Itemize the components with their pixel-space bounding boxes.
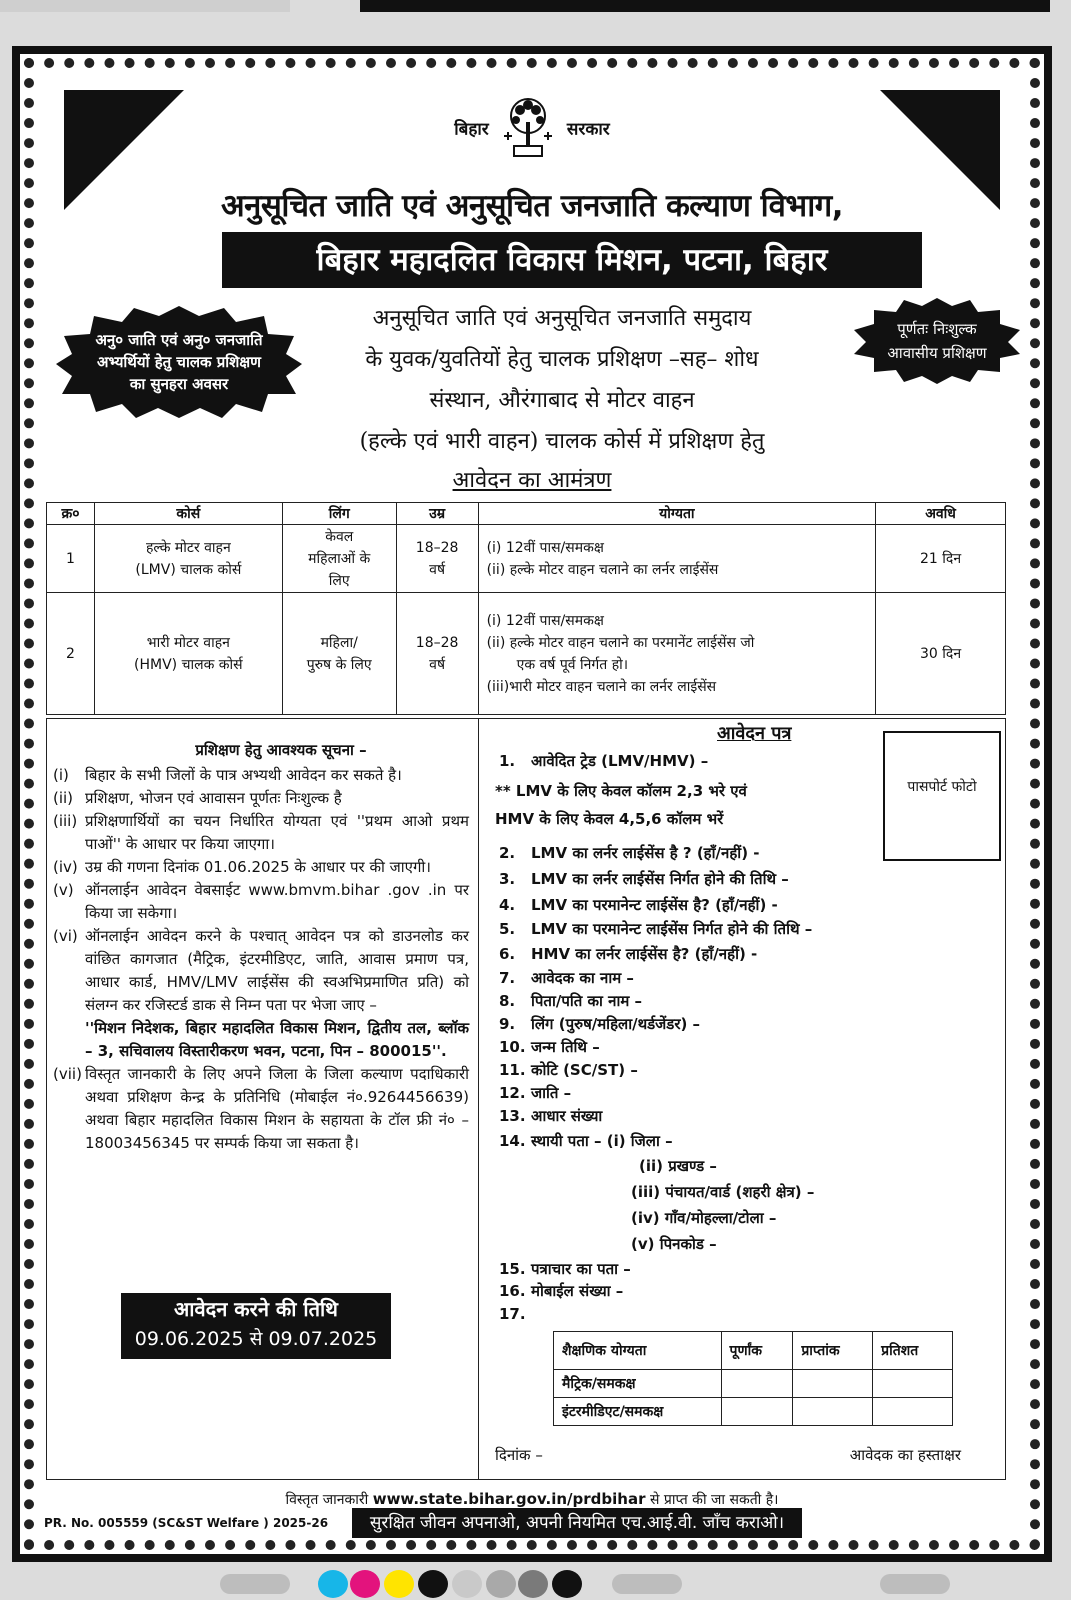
mission-title: बिहार महादलित विकास मिशन, पटना, बिहार bbox=[222, 232, 922, 288]
headline-line-2: के युवक/युवतियों हेतु चालक प्रशिक्षण –सह– शोध bbox=[365, 347, 759, 372]
info-point-text: विस्तृत जानकारी के लिए अपने जिला के जिला कल्याण पदाधिकारी अथवा प्रशिक्षण केन्द्र के प्रतिनिधि (मोबाईल नं०.9264456639) अथवा बिहार महादलित विकास मिशन के सहायता के टॉल फ्री नं० – 18003456345 पर सम्पर्क किया जा सकता है। bbox=[85, 1065, 469, 1152]
form-field-lmv-learner-date[interactable] bbox=[499, 869, 789, 889]
info-point bbox=[53, 1063, 469, 1155]
marks-header-full-marks: पूर्णांक bbox=[721, 1332, 793, 1370]
field-label: आवेदित ट्रेड (LMV/HMV) – bbox=[531, 752, 709, 770]
badge-right-line-2: आवासीय प्रशिक्षण bbox=[887, 344, 987, 362]
marks-cell[interactable] bbox=[873, 1370, 953, 1398]
form-field-applicant-name[interactable] bbox=[499, 968, 634, 988]
form-field-lmv-permanent[interactable] bbox=[499, 895, 778, 915]
marks-cell[interactable] bbox=[721, 1370, 793, 1398]
field-number: 11. bbox=[499, 1061, 526, 1079]
row-eligibility bbox=[478, 593, 876, 715]
marks-header-qualification: शैक्षणिक योग्यता bbox=[554, 1332, 722, 1370]
field-label: मोबाईल संख्या – bbox=[531, 1282, 624, 1300]
info-point bbox=[53, 787, 469, 810]
field-number: 6. bbox=[499, 945, 516, 963]
row-course bbox=[94, 593, 282, 715]
marks-header-obtained: प्राप्तांक bbox=[793, 1332, 873, 1370]
field-label: आधार संख्या bbox=[531, 1107, 603, 1125]
free-training-badge bbox=[852, 296, 1022, 386]
form-field-dob[interactable] bbox=[499, 1037, 600, 1057]
info-point-number: (iii) bbox=[53, 812, 78, 830]
info-point-text: प्रशिक्षण, भोजन एवं आवासन पूर्णतः निःशुल्क है bbox=[85, 789, 342, 807]
form-field-mobile[interactable] bbox=[499, 1281, 623, 1301]
field-number: 8. bbox=[499, 992, 516, 1010]
row-course bbox=[94, 525, 282, 593]
gender-line: महिलाओं के bbox=[308, 550, 371, 567]
info-point-number: (i) bbox=[53, 766, 69, 784]
info-point bbox=[53, 764, 469, 787]
field-label: LMV का परमानेन्ट लाईसेंस निर्गत होने की तिथि – bbox=[531, 920, 813, 938]
header-serial: क्र० bbox=[47, 503, 95, 525]
footer-info-prefix: विस्तृत जानकारी bbox=[285, 1492, 369, 1508]
badge-left-line-2: अभ्यर्थियों हेतु चालक प्रशिक्षण bbox=[97, 353, 261, 371]
course-line: (LMV) चालक कोर्स bbox=[135, 561, 242, 578]
mailing-address: ''मिशन निदेशक, बिहार महादलित विकास मिशन, द्वितीय तल, ब्लॉक – 3, सचिवालय विस्तारीकरण भवन, पटना, पिन – 800015''. bbox=[85, 1019, 469, 1060]
field-label: LMV का परमानेन्ट लाईसेंस है? (हाँ/नहीं) - bbox=[531, 896, 778, 914]
applicant-signature-field[interactable]: आवेदक का हस्ताक्षर bbox=[849, 1446, 961, 1464]
info-point-number: (vii) bbox=[53, 1065, 82, 1083]
bodhi-tree-icon bbox=[500, 96, 556, 160]
marks-row-label: मैट्रिक/समकक्ष bbox=[554, 1370, 722, 1398]
form-field-category[interactable] bbox=[499, 1060, 638, 1080]
marks-header-percent: प्रतिशत bbox=[873, 1332, 953, 1370]
header-age: उम्र bbox=[396, 503, 478, 525]
field-number: 9. bbox=[499, 1015, 516, 1033]
field-number: 3. bbox=[499, 870, 516, 888]
education-marks-table bbox=[553, 1331, 953, 1426]
form-field-hmv-learner[interactable] bbox=[499, 944, 757, 964]
headline-line-1: अनुसूचित जाति एवं अनुसूचित जनजाति समुदाय bbox=[372, 306, 752, 331]
address-block-field[interactable]: (ii) प्रखण्ड – bbox=[639, 1157, 717, 1175]
course-table-header bbox=[47, 503, 1006, 525]
table-row bbox=[47, 593, 1006, 715]
eligibility-line: (i) 12वीं पास/समकक्ष bbox=[486, 612, 604, 629]
course-line: (HMV) चालक कोर्स bbox=[134, 656, 243, 673]
age-line: 18–28 bbox=[415, 634, 459, 651]
form-field-gender[interactable] bbox=[499, 1014, 700, 1034]
footer-info-url[interactable]: www.state.bihar.gov.in/prdbihar bbox=[372, 1490, 646, 1508]
field-label: स्थायी पता – (i) जिला – bbox=[531, 1132, 673, 1150]
field-label: पत्राचार का पता – bbox=[531, 1260, 631, 1278]
row-gender bbox=[282, 525, 396, 593]
registration-mark bbox=[880, 1574, 950, 1594]
yellow-swatch bbox=[384, 1570, 414, 1598]
opportunity-badge bbox=[54, 304, 304, 420]
footer-info bbox=[42, 1490, 1022, 1509]
info-point-text: उम्र की गणना दिनांक 01.06.2025 के आधार पर की जाएगी। bbox=[85, 858, 431, 876]
registration-mark bbox=[220, 1574, 290, 1594]
gender-line: लिए bbox=[328, 572, 350, 589]
form-field-permanent-address[interactable] bbox=[499, 1131, 673, 1151]
table-row bbox=[47, 525, 1006, 593]
grey-swatch-1 bbox=[452, 1570, 482, 1598]
passport-photo-label: पासपोर्ट फोटो bbox=[907, 779, 977, 795]
row-age bbox=[396, 593, 478, 715]
field-number: 14. bbox=[499, 1132, 526, 1150]
form-title: आवेदन पत्र bbox=[717, 723, 792, 744]
header-gender: लिंग bbox=[282, 503, 396, 525]
field-label: जन्म तिथि – bbox=[531, 1038, 600, 1056]
cyan-swatch bbox=[318, 1570, 348, 1598]
address-village-field[interactable]: (iv) गाँव/मोहल्ला/टोला – bbox=[631, 1209, 777, 1227]
header-duration: अवधि bbox=[876, 503, 1006, 525]
row-serial: 1 bbox=[47, 525, 95, 593]
table-row bbox=[554, 1398, 953, 1426]
marks-cell[interactable] bbox=[793, 1398, 873, 1426]
info-point bbox=[53, 925, 469, 1017]
eligibility-line: (i) 12वीं पास/समकक्ष bbox=[486, 539, 604, 556]
gender-line: महिला/ bbox=[320, 634, 358, 651]
application-dates-range: 09.06.2025 से 09.07.2025 bbox=[134, 1328, 378, 1350]
field-number: 12. bbox=[499, 1084, 526, 1102]
gender-line: पुरुष के लिए bbox=[306, 656, 372, 673]
emblem-left-word: बिहार bbox=[454, 119, 489, 140]
field-number: 5. bbox=[499, 920, 516, 938]
form-field-aadhaar[interactable] bbox=[499, 1106, 602, 1126]
course-line: हल्के मोटर वाहन bbox=[145, 539, 231, 556]
registration-mark bbox=[612, 1574, 682, 1594]
row-duration: 30 दिन bbox=[876, 593, 1006, 715]
info-point bbox=[53, 810, 469, 856]
top-strip-left bbox=[0, 0, 290, 12]
grey-swatch-3 bbox=[518, 1570, 548, 1598]
field-number: 1. bbox=[499, 752, 516, 770]
header-course: कोर्स bbox=[94, 503, 282, 525]
field-label: HMV का लर्नर लाईसेंस है? (हाँ/नहीं) - bbox=[531, 945, 758, 963]
course-line: भारी मोटर वाहन bbox=[146, 634, 230, 651]
form-field-trade[interactable] bbox=[499, 751, 708, 771]
info-point-number: (iv) bbox=[53, 858, 78, 876]
marks-cell[interactable] bbox=[721, 1398, 793, 1426]
top-strip-right bbox=[360, 0, 1050, 12]
field-number: 7. bbox=[499, 969, 516, 987]
field-label: जाति – bbox=[531, 1084, 572, 1102]
passport-photo-box[interactable] bbox=[883, 731, 1001, 861]
bihar-emblem bbox=[42, 96, 1022, 160]
eligibility-line: (iii)भारी मोटर वाहन चलाने का लर्नर लाईसेंस bbox=[486, 678, 717, 695]
field-label: LMV का लर्नर लाईसेंस है ? (हाँ/नहीं) - bbox=[531, 844, 760, 862]
field-label: कोटि (SC/ST) – bbox=[531, 1061, 638, 1079]
footer-info-suffix: से प्राप्त की जा सकती है। bbox=[649, 1492, 779, 1508]
department-title: अनुसूचित जाति एवं अनुसूचित जनजाति कल्याण विभाग, bbox=[221, 188, 843, 224]
eligibility-line: (ii) हल्के मोटर वाहन चलाने का लर्नर लाईसेंस bbox=[486, 561, 719, 578]
info-point-text: ऑनलाईन आवेदन वेबसाईट www.bmvm.bihar .gov .in पर किया जा सकेगा। bbox=[85, 881, 469, 922]
hiv-slogan-banner: सुरक्षित जीवन अपनाओ, अपनी नियमित एच.आई.वी. जाँच कराओ। bbox=[352, 1508, 802, 1538]
field-label: लिंग (पुरुष/महिला/थर्डजेंडर) – bbox=[531, 1015, 701, 1033]
row-eligibility bbox=[478, 525, 876, 593]
form-field-father-name[interactable] bbox=[499, 991, 642, 1011]
black-swatch-2 bbox=[552, 1570, 582, 1598]
table-row bbox=[554, 1370, 953, 1398]
training-information bbox=[53, 739, 469, 1155]
gender-line: केवल bbox=[325, 528, 354, 545]
marks-row-label: इंटरमीडिएट/समकक्ष bbox=[554, 1398, 722, 1426]
marks-table-header bbox=[554, 1332, 953, 1370]
eligibility-line: (ii) हल्के मोटर वाहन चलाने का परमानेंट लाईसेंस जो bbox=[486, 634, 755, 651]
info-point-number: (v) bbox=[53, 881, 74, 899]
form-date-field[interactable]: दिनांक – bbox=[495, 1446, 543, 1464]
badge-left-line-1: अनु० जाति एवं अनु० जनजाति bbox=[95, 331, 263, 349]
info-point-number: (ii) bbox=[53, 789, 74, 807]
magenta-swatch bbox=[350, 1570, 380, 1598]
row-serial: 2 bbox=[47, 593, 95, 715]
invitation-text: आवेदन का आमंत्रण bbox=[452, 468, 612, 493]
field-number: 17. bbox=[499, 1305, 526, 1323]
emblem-right-word: सरकार bbox=[566, 119, 610, 140]
age-line: वर्ष bbox=[429, 656, 446, 673]
field-number: 2. bbox=[499, 844, 516, 862]
application-dates-heading: आवेदन करने की तिथि bbox=[174, 1297, 338, 1321]
age-line: 18–28 bbox=[415, 539, 459, 556]
field-number: 4. bbox=[499, 896, 516, 914]
print-color-swatches bbox=[0, 1562, 1071, 1600]
badge-right-line-1: पूर्णतः निःशुल्क bbox=[897, 320, 977, 338]
field-label: LMV का लर्नर लाईसेंस निर्गत होने की तिथि – bbox=[531, 870, 789, 888]
advertisement-content bbox=[42, 72, 1022, 1536]
grey-swatch-2 bbox=[486, 1570, 516, 1598]
field-number: 10. bbox=[499, 1038, 526, 1056]
eligibility-line: एक वर्ष पूर्व निर्गत हो। bbox=[516, 656, 629, 673]
column-divider bbox=[478, 719, 479, 1479]
course-table bbox=[46, 502, 1006, 715]
address-pincode-field[interactable]: (v) पिनकोड – bbox=[631, 1235, 717, 1253]
info-point-number: (vi) bbox=[53, 927, 78, 945]
age-line: वर्ष bbox=[429, 561, 446, 578]
headline-line-3: संस्थान, औरंगाबाद से मोटर वाहन bbox=[429, 388, 695, 413]
field-label: आवेदक का नाम – bbox=[531, 969, 634, 987]
headline-line-4: (हल्के एवं भारी वाहन) चालक कोर्स में प्रशिक्षण हेतु bbox=[359, 429, 765, 454]
row-age bbox=[396, 525, 478, 593]
info-point bbox=[53, 879, 469, 925]
field-number: 13. bbox=[499, 1107, 526, 1125]
form-field-lmv-learner[interactable] bbox=[499, 843, 760, 863]
form-field-lmv-permanent-date[interactable] bbox=[499, 919, 812, 939]
info-point bbox=[53, 856, 469, 879]
form-field-correspondence-address[interactable] bbox=[499, 1259, 631, 1279]
info-point-text: बिहार के सभी जिलों के पात्र अभ्यथी आवेदन कर सकते है। bbox=[85, 766, 402, 784]
lower-section bbox=[46, 718, 1006, 1480]
field-number: 16. bbox=[499, 1282, 526, 1300]
address-panchayat-field[interactable]: (iii) पंचायत/वार्ड (शहरी क्षेत्र) – bbox=[631, 1183, 815, 1201]
field-number: 15. bbox=[499, 1260, 526, 1278]
advertisement-sheet bbox=[14, 48, 1050, 1560]
info-title: प्रशिक्षण हेतु आवश्यक सूचना – bbox=[195, 741, 367, 759]
info-point-text: ऑनलाईन आवेदन करने के पश्चात् आवेदन पत्र को डाउनलोड कर वांछित कागजात (मैट्रिक, इंटरमीडिएट, जाति, आवास प्रमाण पत्र, आधार कार्ड, HMV/LMV लाईसेंस की स्वअभिप्रमाणित प्रति) को संलग्न कर रजिस्टर्ड डाक से निम्न पता पर भेजा जाए – bbox=[85, 927, 469, 1014]
field-label: पिता/पति का नाम – bbox=[531, 992, 643, 1010]
form-note-line-2: HMV के लिए केवल 4,5,6 कॉलम भरें bbox=[495, 810, 724, 828]
application-dates-box bbox=[121, 1293, 391, 1359]
marks-cell[interactable] bbox=[873, 1398, 953, 1426]
pr-number: PR. No. 005559 (SC&ST Welfare ) 2025-26 bbox=[44, 1516, 329, 1530]
row-gender bbox=[282, 593, 396, 715]
invitation-heading bbox=[42, 464, 1022, 494]
header-eligibility: योग्यता bbox=[478, 503, 876, 525]
marks-cell[interactable] bbox=[793, 1370, 873, 1398]
form-field-education bbox=[499, 1305, 531, 1323]
badge-left-line-3: का सुनहरा अवसर bbox=[129, 375, 229, 393]
form-note-line-1: ** LMV के लिए केवल कॉलम 2,3 भरे एवं bbox=[495, 782, 747, 800]
row-duration: 21 दिन bbox=[876, 525, 1006, 593]
black-swatch bbox=[418, 1570, 448, 1598]
info-point-text: प्रशिक्षणार्थियों का चयन निर्धारित योग्यता एवं ''प्रथम आओ प्रथम पाओं'' के आधार पर किया जाएगा। bbox=[85, 812, 469, 853]
form-field-caste[interactable] bbox=[499, 1083, 571, 1103]
headline bbox=[312, 298, 812, 462]
